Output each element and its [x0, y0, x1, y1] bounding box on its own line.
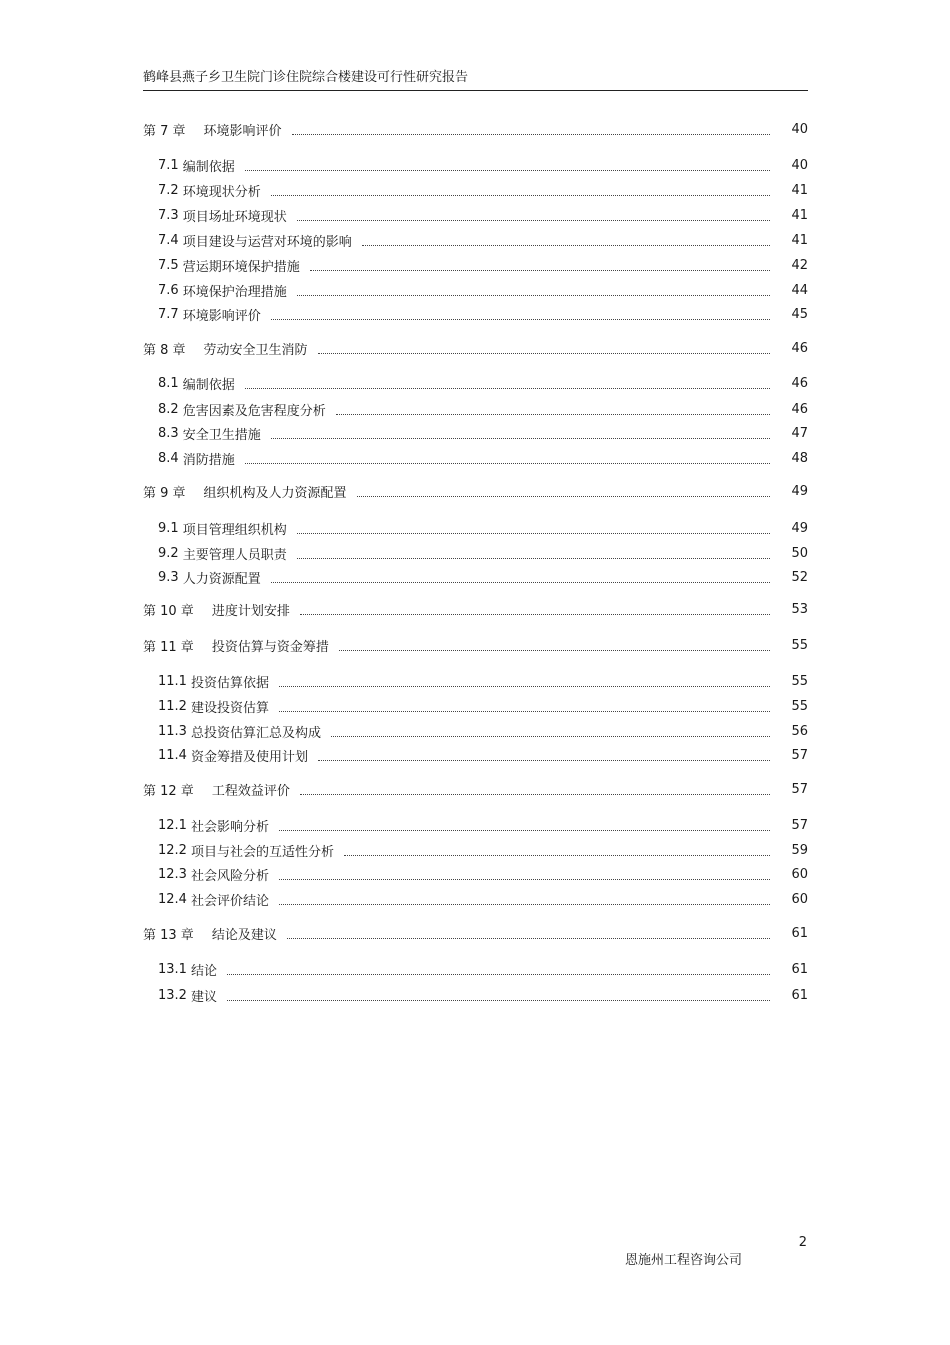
toc-entry-number: 9.3 [158, 569, 179, 585]
toc-dot-leader [297, 295, 770, 296]
toc-entry-title: 项目管理组织机构 [182, 522, 287, 538]
toc-entry-page: 41 [791, 207, 808, 223]
toc-entry-title: 编制依据 [182, 377, 235, 393]
toc-entry-number: 第 13 章 [143, 927, 194, 943]
header-divider [143, 90, 808, 91]
toc-entry-page: 52 [791, 569, 808, 585]
toc-chapter-entry[interactable] [143, 119, 808, 139]
toc-entry-title: 环境影响评价 [203, 123, 282, 139]
toc-section-entry[interactable] [158, 205, 808, 225]
toc-entry-title: 结论 [190, 963, 217, 979]
toc-entry-number: 7.2 [158, 182, 179, 198]
toc-entry-page: 49 [791, 520, 808, 536]
toc-entry-number: 12.3 [158, 866, 187, 882]
toc-entry-number: 7.6 [158, 282, 179, 298]
toc-entry-number: 7.1 [158, 157, 179, 173]
toc-dot-leader [245, 170, 770, 171]
toc-entry-page: 57 [791, 747, 808, 763]
toc-entry-title: 项目与社会的互适性分析 [190, 844, 334, 860]
toc-entry-title: 环境影响评价 [182, 308, 261, 324]
toc-dot-leader [331, 736, 770, 737]
page-header: 鹤峰县燕子乡卫生院门诊住院综合楼建设可行性研究报告 [143, 70, 469, 85]
toc-entry-number: 11.2 [158, 698, 187, 714]
toc-entry-page: 48 [791, 450, 808, 466]
toc-entry-number: 第 8 章 [143, 342, 186, 358]
toc-entry-title: 进度计划安排 [211, 603, 290, 619]
toc-section-entry[interactable] [158, 304, 808, 324]
toc-entry-number: 7.3 [158, 207, 179, 223]
toc-entry-title: 社会风险分析 [190, 868, 269, 884]
toc-entry-title: 建议 [190, 989, 217, 1005]
toc-section-entry[interactable] [158, 448, 808, 468]
toc-entry-number: 11.3 [158, 723, 187, 739]
toc-dot-leader [297, 220, 770, 221]
toc-entry-page: 46 [791, 401, 808, 417]
toc-dot-leader [357, 496, 770, 497]
toc-entry-page: 49 [791, 483, 808, 499]
toc-entry-number: 第 11 章 [143, 639, 194, 655]
toc-entry-number: 7.5 [158, 257, 179, 273]
toc-entry-title: 消防措施 [182, 452, 235, 468]
toc-entry-page: 61 [791, 987, 808, 1003]
toc-entry-page: 57 [791, 781, 808, 797]
footer-company: 恩施州工程咨询公司 [625, 1253, 743, 1268]
toc-section-entry[interactable] [158, 840, 808, 860]
toc-dot-leader [279, 711, 770, 712]
toc-entry-number: 13.2 [158, 987, 187, 1003]
toc-dot-leader [271, 582, 770, 583]
toc-entry-number: 11.1 [158, 673, 187, 689]
toc-entry-number: 8.1 [158, 375, 179, 391]
toc-entry-title: 主要管理人员职责 [182, 547, 287, 563]
toc-section-entry[interactable] [158, 815, 808, 835]
toc-entry-page: 53 [791, 601, 808, 617]
toc-dot-leader [227, 1000, 770, 1001]
toc-dot-leader [279, 686, 770, 687]
toc-chapter-entry[interactable] [143, 779, 808, 799]
toc-entry-page: 61 [791, 925, 808, 941]
toc-section-entry[interactable] [158, 543, 808, 563]
toc-chapter-entry[interactable] [143, 635, 808, 655]
toc-entry-number: 7.4 [158, 232, 179, 248]
toc-entry-page: 61 [791, 961, 808, 977]
toc-entry-number: 12.1 [158, 817, 187, 833]
toc-section-entry[interactable] [158, 230, 808, 250]
toc-dot-leader [279, 830, 770, 831]
toc-dot-leader [339, 650, 770, 651]
toc-entry-page: 59 [791, 842, 808, 858]
toc-section-entry[interactable] [158, 399, 808, 419]
toc-dot-leader [300, 794, 770, 795]
toc-entry-title: 项目场址环境现状 [182, 209, 287, 225]
toc-entry-title: 投资估算依据 [190, 675, 269, 691]
toc-section-entry[interactable] [158, 373, 808, 393]
toc-entry-number: 8.4 [158, 450, 179, 466]
toc-entry-title: 环境保护治理措施 [182, 284, 287, 300]
toc-entry-page: 60 [791, 866, 808, 882]
toc-entry-number: 12.2 [158, 842, 187, 858]
toc-section-entry[interactable] [158, 959, 808, 979]
toc-entry-title: 总投资估算汇总及构成 [190, 725, 321, 741]
toc-entry-page: 41 [791, 232, 808, 248]
toc-entry-title: 危害因素及危害程度分析 [182, 403, 326, 419]
toc-entry-page: 45 [791, 306, 808, 322]
toc-entry-number: 第 7 章 [143, 123, 186, 139]
toc-entry-page: 55 [791, 698, 808, 714]
toc-entry-title: 劳动安全卫生消防 [203, 342, 308, 358]
toc-entry-number: 11.4 [158, 747, 187, 763]
toc-entry-title: 结论及建议 [211, 927, 277, 943]
toc-section-entry[interactable] [158, 518, 808, 538]
toc-dot-leader [279, 904, 770, 905]
toc-entry-title: 工程效益评价 [211, 783, 290, 799]
toc-section-entry[interactable] [158, 423, 808, 443]
toc-dot-leader [297, 533, 770, 534]
toc-entry-number: 8.3 [158, 425, 179, 441]
toc-entry-page: 41 [791, 182, 808, 198]
toc-entry-page: 46 [791, 340, 808, 356]
toc-entry-title: 投资估算与资金筹措 [211, 639, 329, 655]
toc-dot-leader [292, 134, 770, 135]
toc-entry-page: 57 [791, 817, 808, 833]
toc-entry-title: 环境现状分析 [182, 184, 261, 200]
toc-section-entry[interactable] [158, 255, 808, 275]
toc-dot-leader [271, 319, 770, 320]
toc-dot-leader [300, 614, 770, 615]
toc-entry-number: 8.2 [158, 401, 179, 417]
toc-section-entry[interactable] [158, 985, 808, 1005]
toc-section-entry[interactable] [158, 889, 808, 909]
toc-entry-page: 55 [791, 673, 808, 689]
toc-entry-title: 人力资源配置 [182, 571, 261, 587]
toc-entry-title: 社会影响分析 [190, 819, 269, 835]
toc-section-entry[interactable] [158, 721, 808, 741]
toc-section-entry[interactable] [158, 180, 808, 200]
toc-entry-page: 55 [791, 637, 808, 653]
toc-entry-page: 60 [791, 891, 808, 907]
toc-section-entry[interactable] [158, 864, 808, 884]
toc-section-entry[interactable] [158, 671, 808, 691]
toc-chapter-entry[interactable] [143, 923, 808, 943]
page-number: 2 [798, 1235, 807, 1250]
toc-entry-title: 组织机构及人力资源配置 [203, 485, 347, 501]
toc-dot-leader [245, 388, 770, 389]
toc-entry-title: 建设投资估算 [190, 700, 269, 716]
toc-chapter-entry[interactable] [143, 599, 808, 619]
toc-dot-leader [279, 879, 770, 880]
toc-dot-leader [318, 760, 770, 761]
toc-entry-page: 42 [791, 257, 808, 273]
toc-entry-page: 44 [791, 282, 808, 298]
toc-entry-title: 安全卫生措施 [182, 427, 261, 443]
toc-section-entry[interactable] [158, 696, 808, 716]
toc-dot-leader [344, 855, 770, 856]
toc-section-entry[interactable] [158, 155, 808, 175]
toc-entry-number: 第 12 章 [143, 783, 194, 799]
toc-section-entry[interactable] [158, 280, 808, 300]
toc-dot-leader [310, 270, 770, 271]
toc-entry-page: 50 [791, 545, 808, 561]
toc-dot-leader [318, 353, 770, 354]
toc-entry-number: 9.2 [158, 545, 179, 561]
toc-section-entry[interactable] [158, 745, 808, 765]
toc-entry-page: 56 [791, 723, 808, 739]
toc-dot-leader [287, 938, 770, 939]
toc-entry-number: 7.7 [158, 306, 179, 322]
toc-entry-title: 社会评价结论 [190, 893, 269, 909]
toc-entry-title: 资金筹措及使用计划 [190, 749, 308, 765]
toc-dot-leader [297, 558, 770, 559]
toc-entry-number: 12.4 [158, 891, 187, 907]
toc-dot-leader [271, 438, 770, 439]
toc-entry-page: 40 [791, 121, 808, 137]
toc-entry-title: 营运期环境保护措施 [182, 259, 300, 275]
toc-entry-page: 46 [791, 375, 808, 391]
toc-chapter-entry[interactable] [143, 481, 808, 501]
toc-dot-leader [271, 195, 770, 196]
toc-entry-number: 第 10 章 [143, 603, 194, 619]
toc-entry-page: 47 [791, 425, 808, 441]
toc-dot-leader [227, 974, 770, 975]
toc-entry-number: 9.1 [158, 520, 179, 536]
toc-entry-number: 第 9 章 [143, 485, 186, 501]
toc-section-entry[interactable] [158, 567, 808, 587]
toc-dot-leader [362, 245, 770, 246]
toc-entry-title: 编制依据 [182, 159, 235, 175]
toc-dot-leader [336, 414, 770, 415]
toc-dot-leader [245, 463, 770, 464]
toc-entry-number: 13.1 [158, 961, 187, 977]
toc-entry-title: 项目建设与运营对环境的影响 [182, 234, 352, 250]
toc-chapter-entry[interactable] [143, 338, 808, 358]
toc-entry-page: 40 [791, 157, 808, 173]
